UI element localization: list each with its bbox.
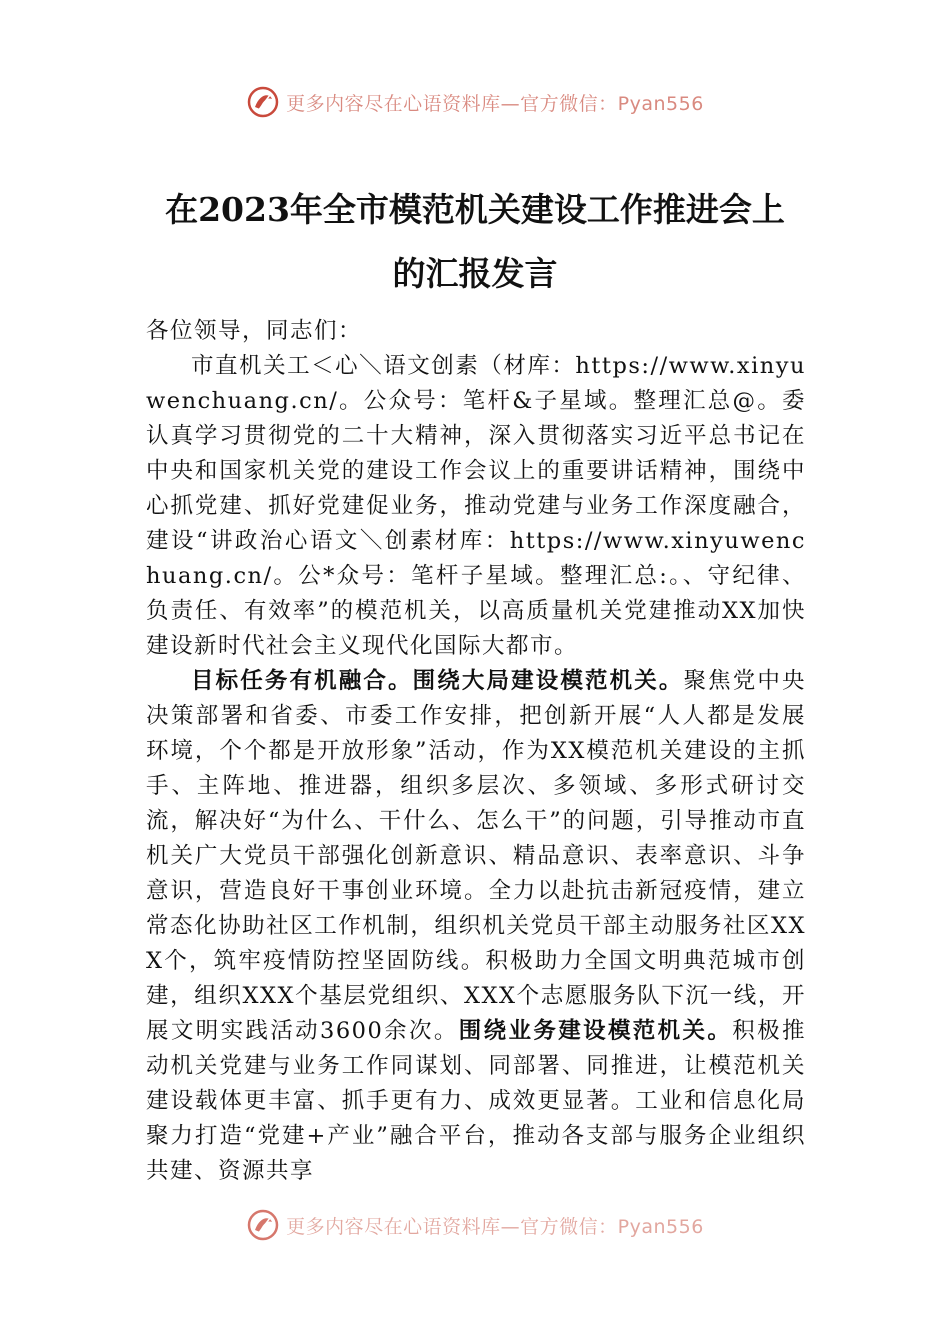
document-title	[120, 178, 830, 306]
paragraph-business-text: 积极推动机关党建与业务工作同谋划、同部署、同推进，让模范机关建设载体更丰富、抓手更有力、成效更显著。工业和信息化局聚力打造“党建+产业”融合平台，推动各支部与服务企业组织共建、资源共享	[146, 1018, 806, 1184]
section-heading-goals: 目标任务有机融合。	[191, 668, 413, 694]
paragraph-goals	[146, 664, 806, 1189]
watermark-text: 更多内容尽在心语资料库—官方微信：Pyan556	[286, 92, 704, 115]
title-line-1: 在2023年全市模范机关建设工作推进会上	[165, 190, 785, 229]
watermark-footer	[0, 1205, 950, 1245]
greeting: 各位领导，同志们：	[146, 318, 363, 344]
paragraph-intro: 市直机关工＜心＼语文创素（材库：https://www.xinyuwenchuang.cn/。公众号：笔杆&子星域。整理汇总@。委认真学习贯彻党的二十大精神，深入贯彻落实习近平总书记在中央和国家机关党的建设工作会议上的重要讲话精神，围绕中心抓党建、抓好党建促业务，推动党建与业务工作深度融合，建设“讲政治心语文＼创素材库：https://www.xinyuwenchuang.cn/。公*众号：笔杆子星域。整理汇总:。、守纪律、负责任、有效率”的模范机关，以高质量机关党建推动XX加快建设新时代社会主义现代化国际大都市。	[146, 353, 806, 659]
watermark-text: 更多内容尽在心语资料库—官方微信：Pyan556	[286, 1215, 704, 1238]
paragraph-goals-text: 聚焦党中央决策部署和省委、市委工作安排，把创新开展“人人都是发展环境，个个都是开放形象”活动，作为XX模范机关建设的主抓手、主阵地、推进器，组织多层次、多领域、多形式研讨交流，解决好“为什么、干什么、怎么干”的问题，引导推动市直机关广大党员干部强化创新意识、精品意识、表率意识、斗争意识，营造良好干事创业环境。全力以赴抗击新冠疫情，建立常态化协助社区工作机制，组织机关党员干部主动服务社区XXX个，筑牢疫情防控坚固防线。积极助力全国文明典范城市创建，组织XXX个基层党组织、XXX个志愿服务队下沉一线，开展文明实践活动3600余次。	[146, 668, 806, 1044]
document-body	[146, 314, 806, 1189]
subsection-heading-business: 围绕业务建设模范机关。	[458, 1018, 733, 1044]
brand-logo-icon	[246, 1208, 280, 1242]
title-line-2: 的汇报发言	[392, 254, 558, 293]
subsection-heading-overall: 围绕大局建设模范机关。	[412, 668, 684, 694]
